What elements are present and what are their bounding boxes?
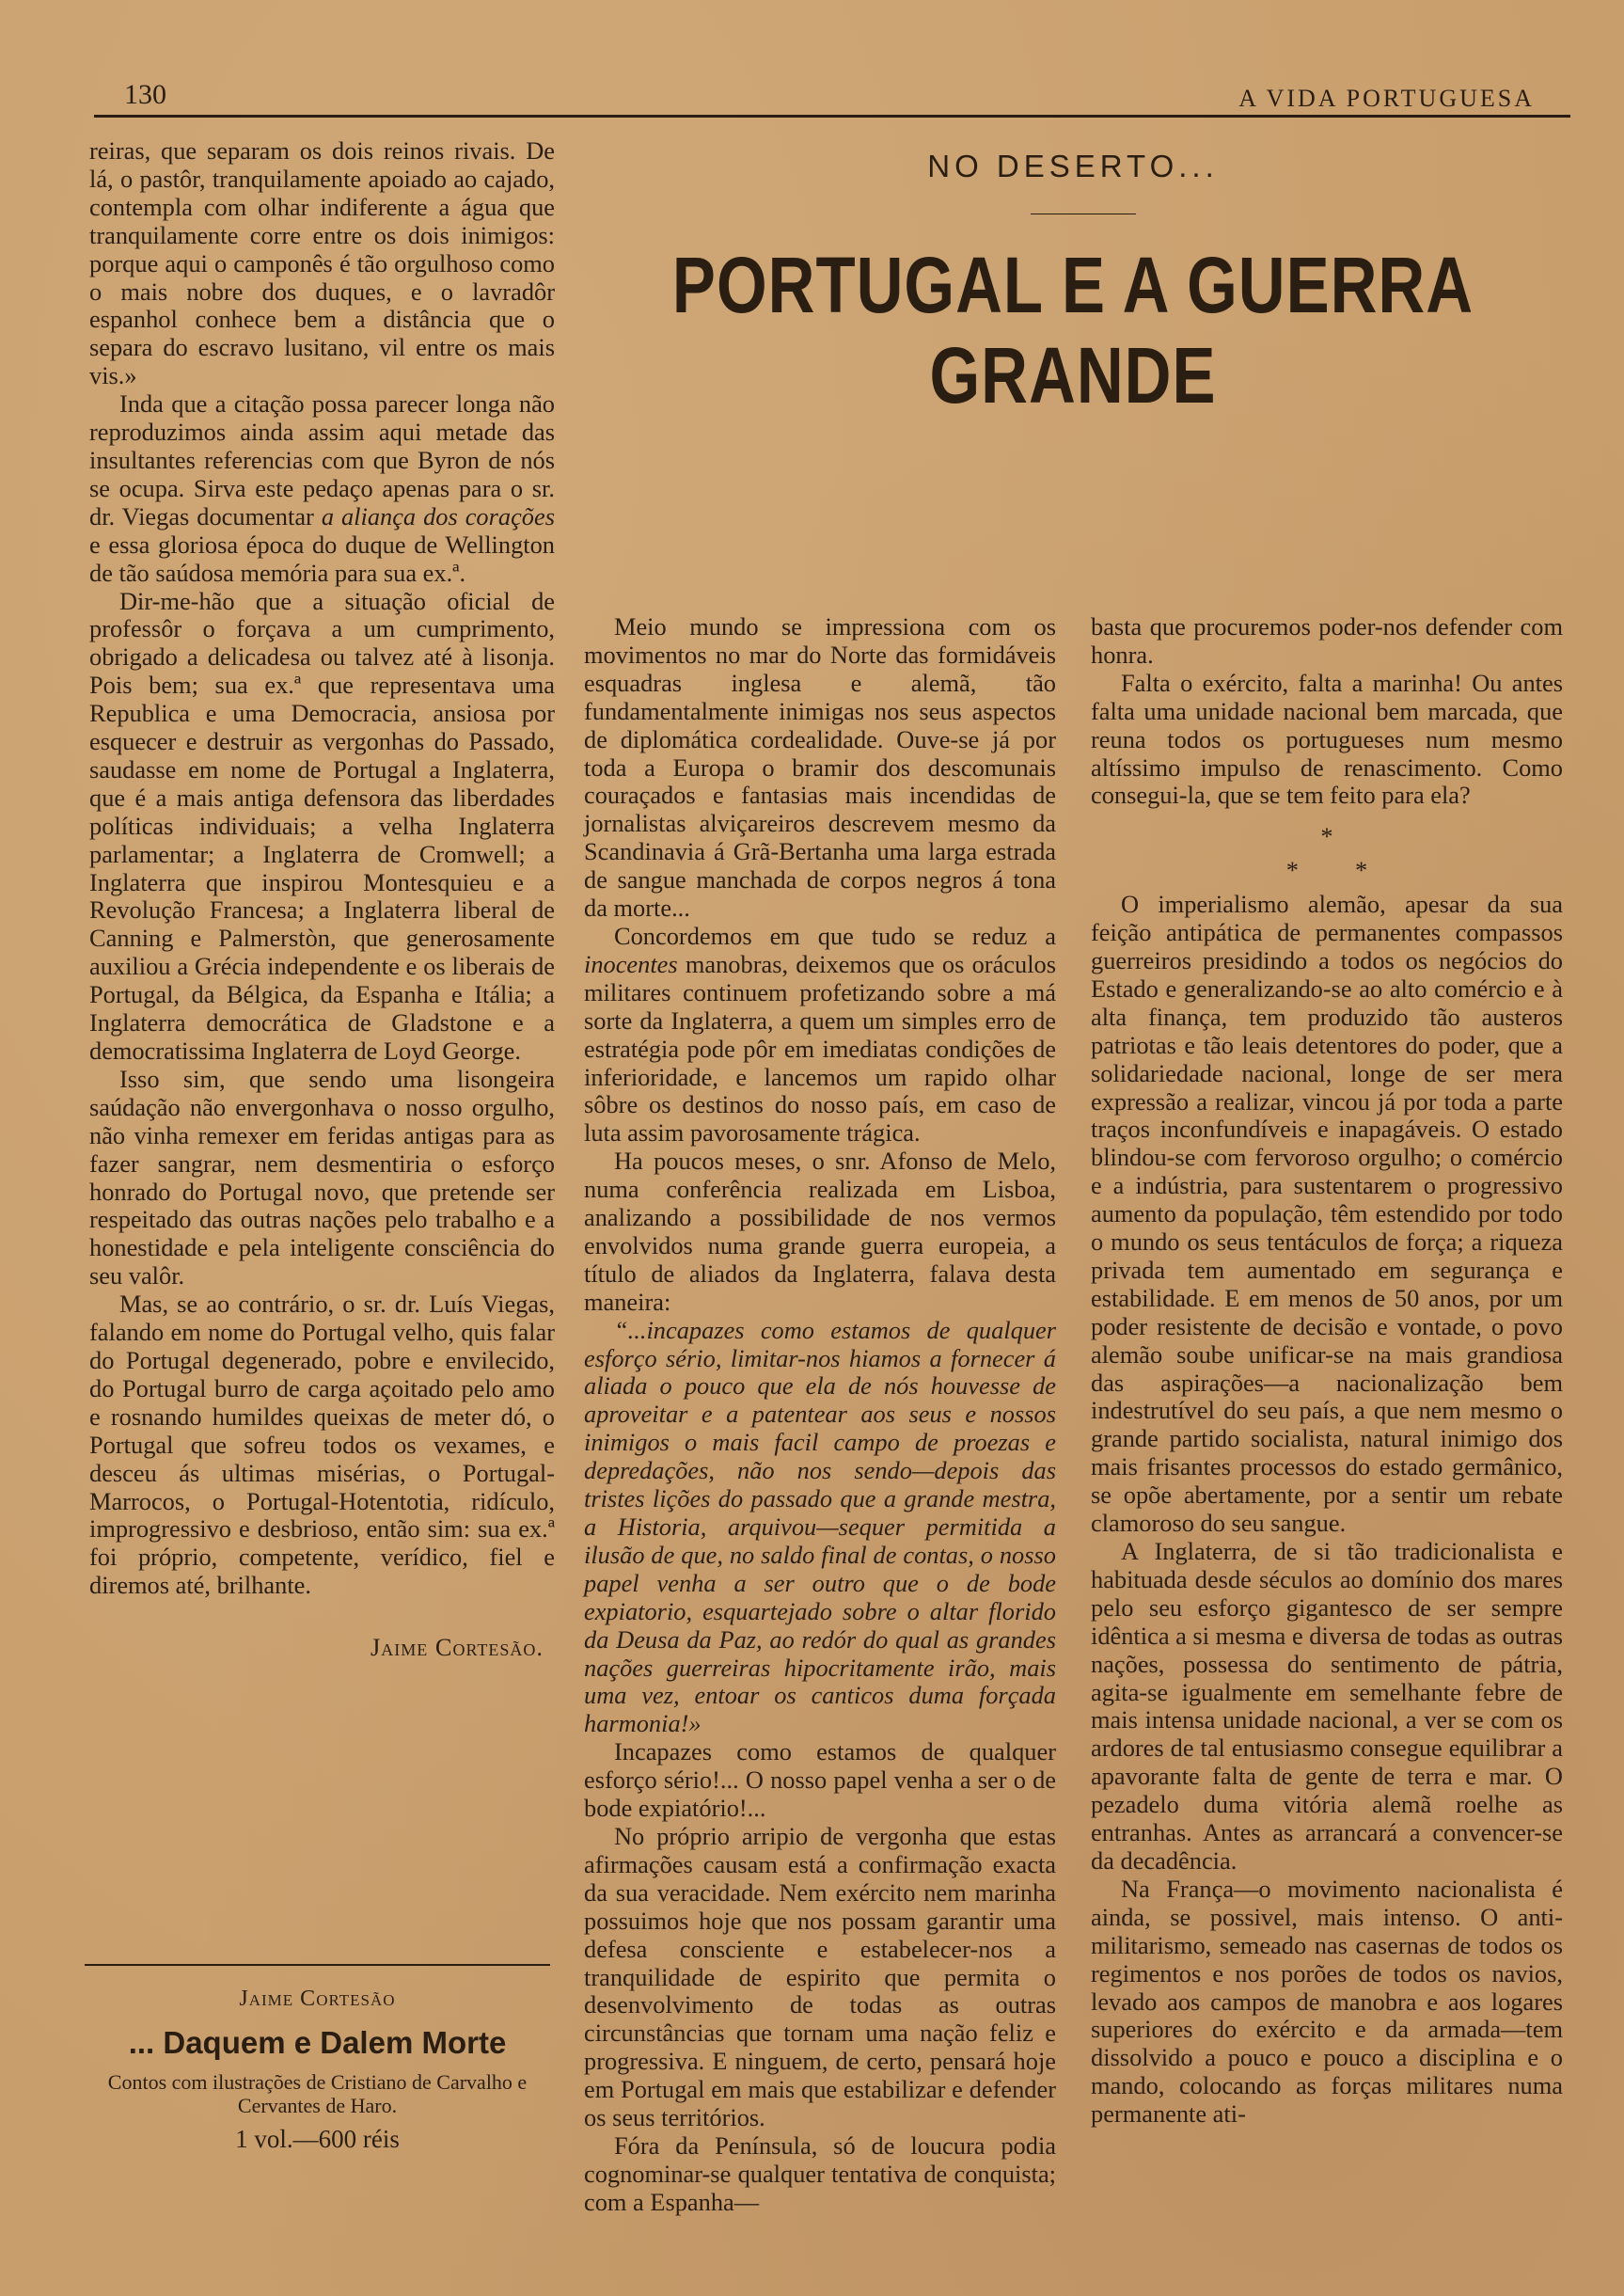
paragraph: Falta o exército, falta a marinha! Ou antes falta uma unidade nacional bem marcada, que reuna todos os portugueses num mesmo altíssimo impulso de renascimento. Como consegui-la, que se tem feito para ela? [1091,668,1563,810]
asterisk-icon: * [1285,856,1299,885]
quotation: “...incapazes como estamos de qualquer esforço sério, limitar-nos hiamos a fornecer á aliada o pouco que ela de nós houvesse de aproveitar e a patentear aos seus e nossos inimigos o mais facil campo de proezas e depredações, não nos sendo—depois das tristes lições do passado que a grande mestra, a Historia, arquivou—sequer permitida a ilusão de que, no saldo final de contas, o nosso papel venha a ser outro que o de bode expiatorio, esquartejado sobre o altar florido da Deusa da Paz, ao redór do qual as grandes nações guerreiras hipocritamente irão, mais uma vez, entoar os canticos duma forçada harmonia!» [584,1315,1056,1738]
paragraph: reiras, que separam os dois reinos rivais. De lá, o pastôr, tranquilamente apoiado ao cajado, contempla com olhar indiferente a água que tranquilamente corre entre os dois inimigos: porque aqui o camponês é tão orgulhoso como o mais nobre dos duques, e o lavradôr espanhol conhece bem a distância que o separa do escravo lusitano, vil entre os mais vis.» [89,136,555,390]
asterisk-icon: * [1355,856,1368,885]
author-signature: Jaime Cortesão. [371,1633,544,1662]
column-left [89,137,555,1662]
column-middle [584,613,1056,2217]
paragraph: Dir-me-hão que a situação oficial de professôr o forçava a um cumprimento, obrigado a delicadesa ou talvez até à lisonja. Pois bem; sua ex.ª que representava uma Republica e uma Democracia, ansiosa por esquecer e destruir as vergonhas do Passado, saudasse em nome de Portugal a Inglaterra, que é a mais antiga defensora das liberdades políticas individuais; a velha Inglaterra parlamentar; a Inglaterra de Cromwell; a Inglaterra que inspirou Montesquieu e a Revolução Francesa; a Inglaterra liberal de Canning e Palmerstòn, que generosamente auxiliou a Grécia independente e os liberais de Portugal, da Bélgica, da Espanha e Itália; a Inglaterra democrática de Gladstone e a democratissima Inglaterra de Loyd George. [89,586,555,1065]
advert-author: Jaime Cortesão [239,1987,396,2011]
section-title: NO DESERTO... [927,149,1219,183]
paragraph: A Inglaterra, de si tão tradicionalista e habituada desde séculos ao domínio dos mares pelo seu esforço gigantesco de ser sempre idêntica a si mesma e diversa de todas as outras nações, possessa do sentimento de pátria, agita-se igualmente em semelhante febre de mais intensa unidade nacional, a ver se com os ardores de tal entusiasmo consegue equilibrar a apavorante falta de gente de terra e mar. O pezadelo duma vitória alemã roelhe as entranhas. Antes as arrancará a convencer-se da decadência. [1091,1537,1563,1875]
article-title: PORTUGAL E A GUERRA GRANDE [671,241,1474,420]
advert-rule [85,1964,550,1966]
book-advertisement [85,1987,550,2154]
paragraph: No próprio arripio de vergonha que estas afirmações causam está a confirmação exacta da sua veracidade. Nem exército nem marinha possuimos hoje que nos possam garantir uma defesa consciente e estabelecer-nos a tranquilidade de espirito que permita o desenvolvimento de todas as outras circunstâncias que tornam uma nação feliz e progressiva. E ninguem, de certo, pensará hoje em Portugal em mais que estabilizar e defender os seus territórios. [584,1821,1056,2132]
italic-phrase: inocentes [584,949,678,978]
header-rule [94,115,1570,118]
paragraph: Fóra da Península, só de loucura podia cognominar-se qualquer tentativa de conquista; com a Espanha— [584,2130,1056,2216]
paragraph: Na França—o movimento nacionalista é ainda, se possivel, mais intenso. O anti-militarismo, semeado nas casernas de todos os regimentos e nos porões de todos os navios, levado aos campos de manobra e aos logares superiores do exército e da armada—tem dissolvido a pouco e pouco a disciplina e o mando, colocando as forças militares numa permanente ati- [1091,1874,1563,2129]
advert-description: Contos com ilustrações de Cristiano de Carvalho e Cervantes de Haro. [107,2070,528,2117]
asterisk-icon: * [1320,822,1333,851]
paragraph: Inda que a citação possa parecer longa não reproduzimos ainda assim aqui metade das insultantes referencias com que Byron de nós se ocupa. Sirva este pedaço apenas para o sr. dr. Viegas documentar a aliança dos corações e essa gloriosa época do duque de Wellington de tão saúdosa memória para sua ex.ª. [89,389,555,587]
paragraph: O imperialismo alemão, apesar da sua feição antipática de permanentes compassos guerreiros presidindo a todos os negócios do Estado e generalizando-se ao alto comércio e à alta finança, tem produzido tão austeros patriotas e tão leais detentores do poder, que a solidariedade nacional, longe de ser mera expressão a realizar, vincou já por toda a parte traços inconfundíveis e inapagáveis. O estado blindou-se com fervoroso orgulho; o comércio e a indústria, para sustentarem o progressivo aumento da população, têm estendido por todo o mundo os seus tentáculos de força; a riqueza privada tem aumentado em segurança e estabilidade. E em menos de 50 anos, por um poder resistente de decisão e vontade, o povo alemão soube unificar-se na mais grandiosa das aspirações—a nacionalização bem indestrutível do seu país, a que nem mesmo o grande partido socialista, natural inimigo dos mais frisantes processos do estado germânico, se opõe abertamente, por a sentir um rebate clamoroso do seu sangue. [1091,890,1563,1538]
running-title: A VIDA PORTUGUESA [1238,85,1535,112]
paragraph: Concordemos em que tudo se reduz a inocentes manobras, deixemos que os oráculos militares continuem profetizando sobre a má sorte da Inglaterra, a quem um simples erro de estratégia pode pôr em imediatas condições de inferioridade, e lancemos um rapido olhar sôbre os destinos do nosso país, em caso de luta assim pavorosamente trágica. [584,921,1056,1148]
advert-price: 1 vol.—600 réis [235,2125,400,2153]
italic-phrase: a aliança dos corações [321,501,555,530]
section-separator [1091,823,1563,885]
paragraph: Ha poucos meses, o snr. Afonso de Melo, numa conferência realizada em Lisboa, analizando a possibilidade de nos vermos envolvidos numa grande guerra europeia, a título de aliados da Inglaterra, falava desta maneira: [584,1147,1056,1316]
paragraph: basta que procuremos poder-nos defender com honra. [1091,612,1563,669]
paragraph: Isso sim, que sendo uma lisongeira saúdação não envergonhava o nosso orgulho, não vinha remexer em feridas antigas para as fazer sangrar, nem desmentiria o esforço honrado do Portugal novo, que pretende ser respeitado das outras nações pelo trabalho e a honestidade e pela inteligente consciência do seu valôr. [89,1064,555,1291]
page-number: 130 [124,79,166,110]
advert-title: ... Daquem e Dalem Morte [128,2025,507,2060]
paragraph: Incapazes como estamos de qualquer esforço sério!... O nosso papel venha a ser o de bode expiatório!... [584,1737,1056,1823]
column-right [1091,613,1563,2129]
paragraph: Mas, se ao contrário, o sr. dr. Luís Viegas, falando em nome do Portugal velho, quis falar do Portugal degenerado, pobre e envilecido, do Portugal burro de carga açoitado pelo amo e rosnando humildes queixas de meter dó, o Portugal que sofreu todos os vexames, e desceu ás ultimas misérias, o Portugal-Marrocos, o Portugal-Hotentotia, ridículo, improgressivo e desbrioso, então sim: sua ex.ª foi próprio, competente, verídico, fiel e diremos até, brilhante. [89,1290,555,1600]
paragraph: Meio mundo se impressiona com os movimentos no mar do Norte das formidáveis esquadras inglesa e alemã, tão fundamentalmente inimigas nos seus aspectos de diplomática cordealidade. Ouve-se já por toda a Europa o bramir dos descomunais couraçados e fantasias mais incendidas de jornalistas alviçareiros descrevem mesmo da Scandinavia á Grã-Bertanha uma larga estrada de sangue manchada de corpos negros á tona da morte... [584,612,1056,923]
